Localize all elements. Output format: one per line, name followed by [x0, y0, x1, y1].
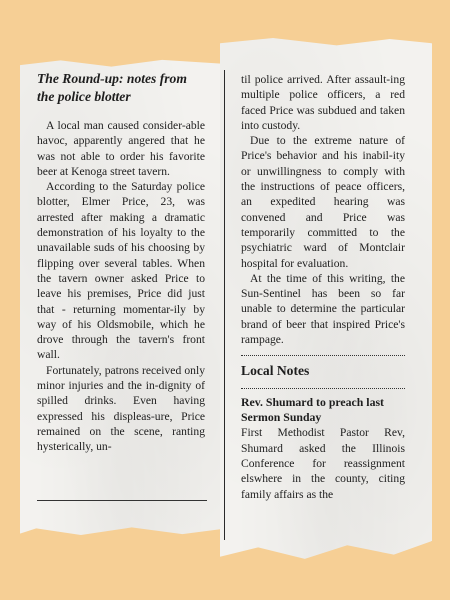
- article-paragraph: According to the Saturday police blotter, Elmer Price, 23, was arrested after making a dramatic demonstration of his loyalty to the unavailable suds of his choosing by flipping over several tables. When the tavern owner asked Price to leave his premises, Price did just that - returning momentar-ily by way of his Oldsmobile, which he drove through the tavern's front wall.: [37, 180, 205, 362]
- article-right-column: [241, 72, 405, 502]
- article-paragraph-continued: til police arrived. After assault-ing multiple police officers, a red faced Price was subdued and taken into custody.: [241, 73, 405, 132]
- article-paragraph: Due to the extreme nature of Price's behavior and his inabil-ity or unwillingness to comply with the instructions of peace officers, an expedited hearing was convened and Price was temporarily committed to the psychiatric ward of Montclair hospital for evaluation.: [241, 134, 405, 270]
- section-divider: [241, 388, 405, 389]
- article-left-column: [37, 70, 205, 455]
- local-notes-heading: Local Notes: [241, 363, 310, 379]
- article-paragraph: A local man caused consider-able havoc, apparently angered that he was not able to order his favorite beer at Kenoga street tavern.: [37, 119, 205, 178]
- column-bottom-rule: [37, 500, 207, 501]
- article-paragraph: Fortunately, patrons received only minor injuries and the in-dignity of spilled drinks. Even having expressed his displeas-ure, Price remained on the scene, ranting hysterically, un-: [37, 363, 205, 454]
- local-note-title: Rev. Shumard to preach last Sermon Sunday: [241, 395, 384, 425]
- local-note-text: First Methodist Pastor Rev, Shumard asked the Illinois Conference for reassignment elswhere in the county, citing family affairs as the: [241, 426, 405, 501]
- section-divider: [241, 355, 405, 356]
- article-paragraph: At the time of this writing, the Sun-Sentinel has been so far unable to determine the particular brand of beer that inspired Price's rampage.: [241, 271, 405, 347]
- column-divider: [224, 70, 225, 540]
- article-headline: The Round-up: notes from the police blotter: [37, 71, 187, 104]
